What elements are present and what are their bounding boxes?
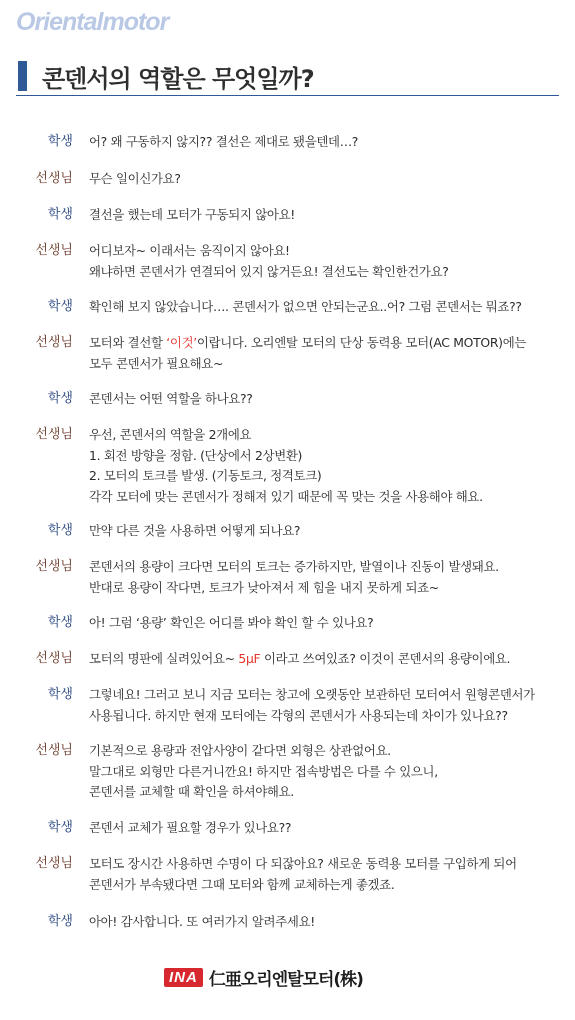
student-speaker-label: 학생 xyxy=(47,391,73,406)
dialogue-text: 1. 회전 방향을 정함. (단상에서 2상변환) xyxy=(89,447,303,463)
dialogue-text: 모터의 명판에 실려있어요~ 5μF 이라고 쓰여있죠? 이것이 콘덴서의 용량이에요. xyxy=(89,651,511,666)
teacher-speaker-label: 선생님 xyxy=(35,856,73,871)
teacher-speaker-label: 선생님 xyxy=(35,335,73,350)
dialogue-text: 각각 모터에 맞는 콘덴서가 정해져 있기 때문에 꼭 맞는 것을 사용해야 해요. xyxy=(89,488,483,504)
teacher-speaker-label: 선생님 xyxy=(35,243,73,258)
student-speaker-label: 학생 xyxy=(47,523,73,538)
dialogue-text: 왜냐하면 콘덴서가 연결되어 있지 않거든요! 결선도는 확인한건가요? xyxy=(89,263,449,279)
dialogue-text: 어? 왜 구동하지 않지?? 결선은 제대로 됐을텐데…? xyxy=(89,134,359,149)
student-speaker-label: 학생 xyxy=(47,207,73,222)
student-speaker-label: 학생 xyxy=(47,134,73,149)
dialogue-text: 무슨 일이신가요? xyxy=(89,171,181,186)
brand-logo: Orientalmotor xyxy=(16,8,169,36)
dialogue-text: 2. 모터의 토크를 발생. (기동토크, 정격토크) xyxy=(89,468,322,483)
dialogue-text: 모터와 결선할 ‘이것’이랍니다. 오리엔탈 모터의 단상 동력용 모터(AC MOTOR)에는 xyxy=(89,335,527,350)
dialogue-text: 모두 콘덴서가 필요해요~ xyxy=(89,355,224,371)
dialogue-text: 콘덴서가 부속됐다면 그때 모터와 함께 교체하는게 좋겠죠. xyxy=(89,876,395,892)
dialogue-text: 결선을 했는데 모터가 구동되지 않아요! xyxy=(89,207,295,222)
title-header xyxy=(16,59,559,96)
dialogue-text: 사용됩니다. 하지만 현재 모터에는 각형의 콘덴서가 사용되는데 차이가 있나요?? xyxy=(89,707,508,723)
student-speaker-label: 학생 xyxy=(47,687,73,702)
dialogue-text: 콘덴서를 교체할 때 확인을 하셔야해요. xyxy=(89,784,294,799)
teacher-speaker-label: 선생님 xyxy=(35,743,73,758)
dialogue-text: 모터도 장시간 사용하면 수명이 다 되잖아요? 새로운 동력용 모터를 구입하게 되어 xyxy=(89,856,517,871)
dialogue-text: 말그대로 외형만 다른거니깐요! 하지만 접속방법은 다를 수 있으니, xyxy=(89,763,438,779)
student-speaker-label: 학생 xyxy=(47,820,73,835)
dialogue-text: 아! 그럼 ‘용량’ 확인은 어디를 봐야 확인 할 수 있나요? xyxy=(89,615,374,630)
dialogue-text: 기본적으로 용량과 전압사양이 같다면 외형은 상관없어요. xyxy=(89,743,391,758)
highlight-text: ‘이것’ xyxy=(166,335,197,350)
teacher-speaker-label: 선생님 xyxy=(35,559,73,574)
dialogue-text: 콘덴서의 용량이 크다면 모터의 토크는 증가하지만, 발열이나 진동이 발생돼요. xyxy=(89,559,499,574)
dialogue-text: 어디보자~ 이래서는 움직이지 않아요! xyxy=(89,243,290,258)
title-accent-bar xyxy=(18,61,27,91)
teacher-speaker-label: 선생님 xyxy=(35,651,73,666)
dialogue-text: 콘덴서 교체가 필요할 경우가 있나요?? xyxy=(89,820,292,835)
footer xyxy=(164,965,363,989)
teacher-speaker-label: 선생님 xyxy=(35,427,73,442)
dialogue-text: 우선, 콘덴서의 역할을 2개에요 xyxy=(89,427,252,442)
highlight-text: 5μF xyxy=(238,651,261,666)
dialogue-text: 아아! 감사합니다. 또 여러가지 알려주세요! xyxy=(89,914,315,929)
dialogue-text: 확인해 보지 않았습니다…. 콘덴서가 없으면 안되는군요..어? 그럼 콘덴서는 뭐죠?? xyxy=(89,299,522,314)
company-logo: INA xyxy=(164,968,203,987)
company-name: 仁亜오리엔탈모터(株) xyxy=(208,969,363,990)
teacher-speaker-label: 선생님 xyxy=(35,171,73,186)
student-speaker-label: 학생 xyxy=(47,914,73,929)
dialogue-text: 반대로 용량이 작다면, 토크가 낮아져서 제 힘을 내지 못하게 되죠~ xyxy=(89,579,439,595)
dialogue-text: 그렇네요! 그러고 보니 지금 모터는 창고에 오랫동안 보관하던 모터여서 원형콘덴서가 xyxy=(89,687,535,702)
dialogue-text: 콘덴서는 어떤 역할을 하나요?? xyxy=(89,391,253,406)
dialogue-text: 만약 다른 것을 사용하면 어떻게 되나요? xyxy=(89,523,301,538)
page-title: 콘덴서의 역할은 무엇일까? xyxy=(42,65,314,93)
student-speaker-label: 학생 xyxy=(47,299,73,314)
student-speaker-label: 학생 xyxy=(47,615,73,630)
